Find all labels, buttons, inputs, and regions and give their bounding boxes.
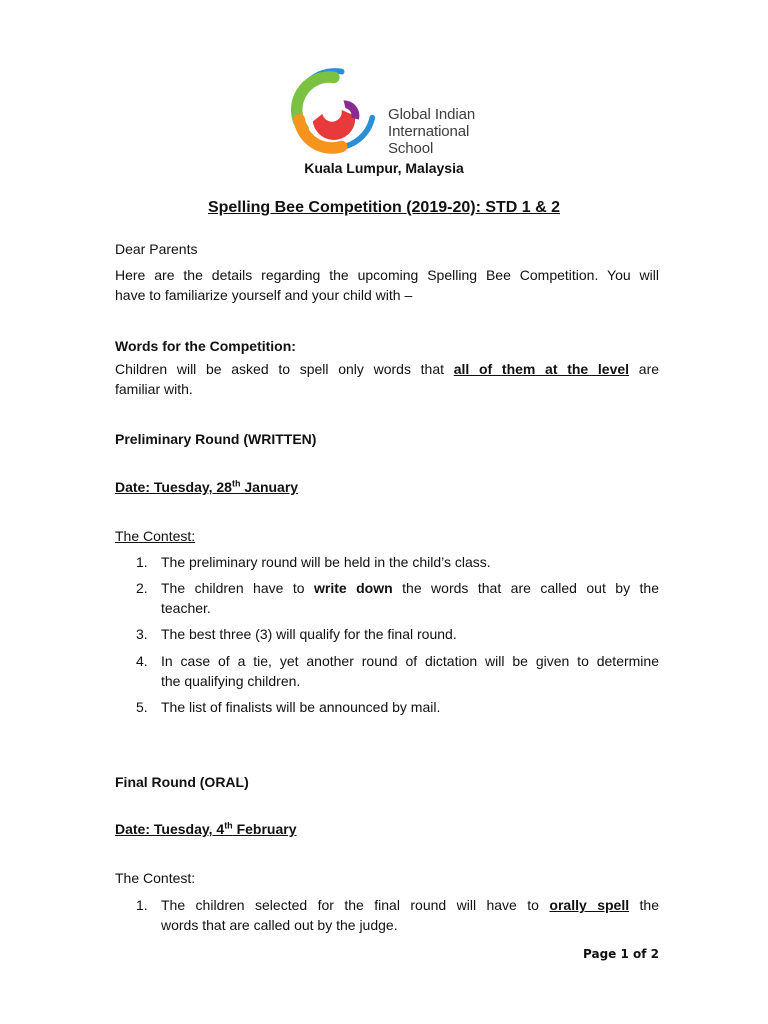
list-text-emphasis: write down bbox=[314, 580, 393, 596]
final-date-sup: th bbox=[224, 820, 233, 831]
list-number: 1. bbox=[136, 554, 148, 570]
salutation: Dear Parents bbox=[115, 241, 198, 257]
document-title: Spelling Bee Competition (2019-20): STD 1 & 2 bbox=[207, 199, 561, 216]
school-logo bbox=[284, 62, 494, 162]
preliminary-heading: Preliminary Round (WRITTEN) bbox=[115, 431, 317, 447]
list-text-line-2: teacher. bbox=[161, 600, 211, 616]
list-number: 4. bbox=[136, 653, 148, 669]
final-date-suffix: February bbox=[232, 821, 297, 837]
final-date-text bbox=[115, 821, 297, 837]
words-emphasis: all of them at the level bbox=[453, 361, 630, 377]
school-location: Kuala Lumpur, Malaysia bbox=[304, 160, 464, 176]
list-text bbox=[161, 578, 659, 618]
preliminary-date-sup: th bbox=[231, 478, 241, 489]
words-heading: Words for the Competition: bbox=[115, 338, 296, 354]
list-number: 3. bbox=[136, 626, 148, 642]
words-paragraph-line-1 bbox=[115, 359, 659, 379]
list-number: 5. bbox=[136, 699, 148, 715]
page-number: Page 1 of 2 bbox=[583, 947, 659, 961]
list-text-line-1 bbox=[161, 895, 659, 915]
intro-line-2: have to familiarize yourself and your child with – bbox=[115, 287, 413, 303]
list-text-before: The children have to bbox=[161, 580, 305, 596]
final-date-prefix: Date: Tuesday, 4 bbox=[115, 821, 225, 837]
preliminary-date-prefix: Date: Tuesday, 28 bbox=[115, 479, 232, 495]
list-number: 1. bbox=[136, 897, 148, 913]
list-text: The best three (3) will qualify for the final round. bbox=[161, 626, 457, 642]
school-logo-mark-icon bbox=[284, 62, 380, 158]
list-text-emphasis: orally spell bbox=[549, 897, 630, 913]
preliminary-contest-label: The Contest: bbox=[115, 528, 196, 544]
final-heading: Final Round (ORAL) bbox=[115, 774, 249, 790]
words-text-before: Children will be asked to spell only words that bbox=[115, 361, 444, 377]
list-text: The preliminary round will be held in the child’s class. bbox=[161, 554, 491, 570]
preliminary-contest-label-row bbox=[115, 526, 659, 546]
list-text-line-1 bbox=[161, 578, 659, 598]
words-text-after: are bbox=[638, 361, 660, 377]
list-item bbox=[136, 578, 659, 618]
preliminary-date-suffix: January bbox=[240, 479, 299, 495]
list-number: 2. bbox=[136, 580, 148, 596]
logo-line-1: Global Indian bbox=[388, 106, 476, 123]
list-item bbox=[136, 651, 659, 691]
final-date bbox=[115, 819, 659, 839]
list-text bbox=[161, 895, 659, 935]
list-text: The list of finalists will be announced by mail. bbox=[161, 699, 441, 715]
list-text-line-1: In case of a tie, yet another round of dictation will be given to determine bbox=[161, 653, 659, 669]
preliminary-date-text bbox=[115, 479, 298, 495]
list-text bbox=[161, 651, 659, 691]
list-text-line-2: the qualifying children. bbox=[161, 673, 301, 689]
list-text-line-2: words that are called out by the judge. bbox=[161, 917, 398, 933]
logo-line-2: International bbox=[388, 123, 470, 140]
list-text-before: The children selected for the final round will have to bbox=[161, 897, 539, 913]
intro-line-1: Here are the details regarding the upcoming Spelling Bee Competition. You will bbox=[115, 267, 659, 283]
list-text-after: the bbox=[639, 897, 659, 913]
school-name-logotype bbox=[388, 106, 475, 157]
list-item bbox=[136, 895, 659, 935]
logo-line-3: School bbox=[388, 140, 434, 157]
words-paragraph-line-2: familiar with. bbox=[115, 381, 193, 397]
final-contest-label: The Contest: bbox=[115, 870, 196, 886]
preliminary-date bbox=[115, 477, 659, 497]
list-text-after: the words that are called out by the bbox=[402, 580, 659, 596]
